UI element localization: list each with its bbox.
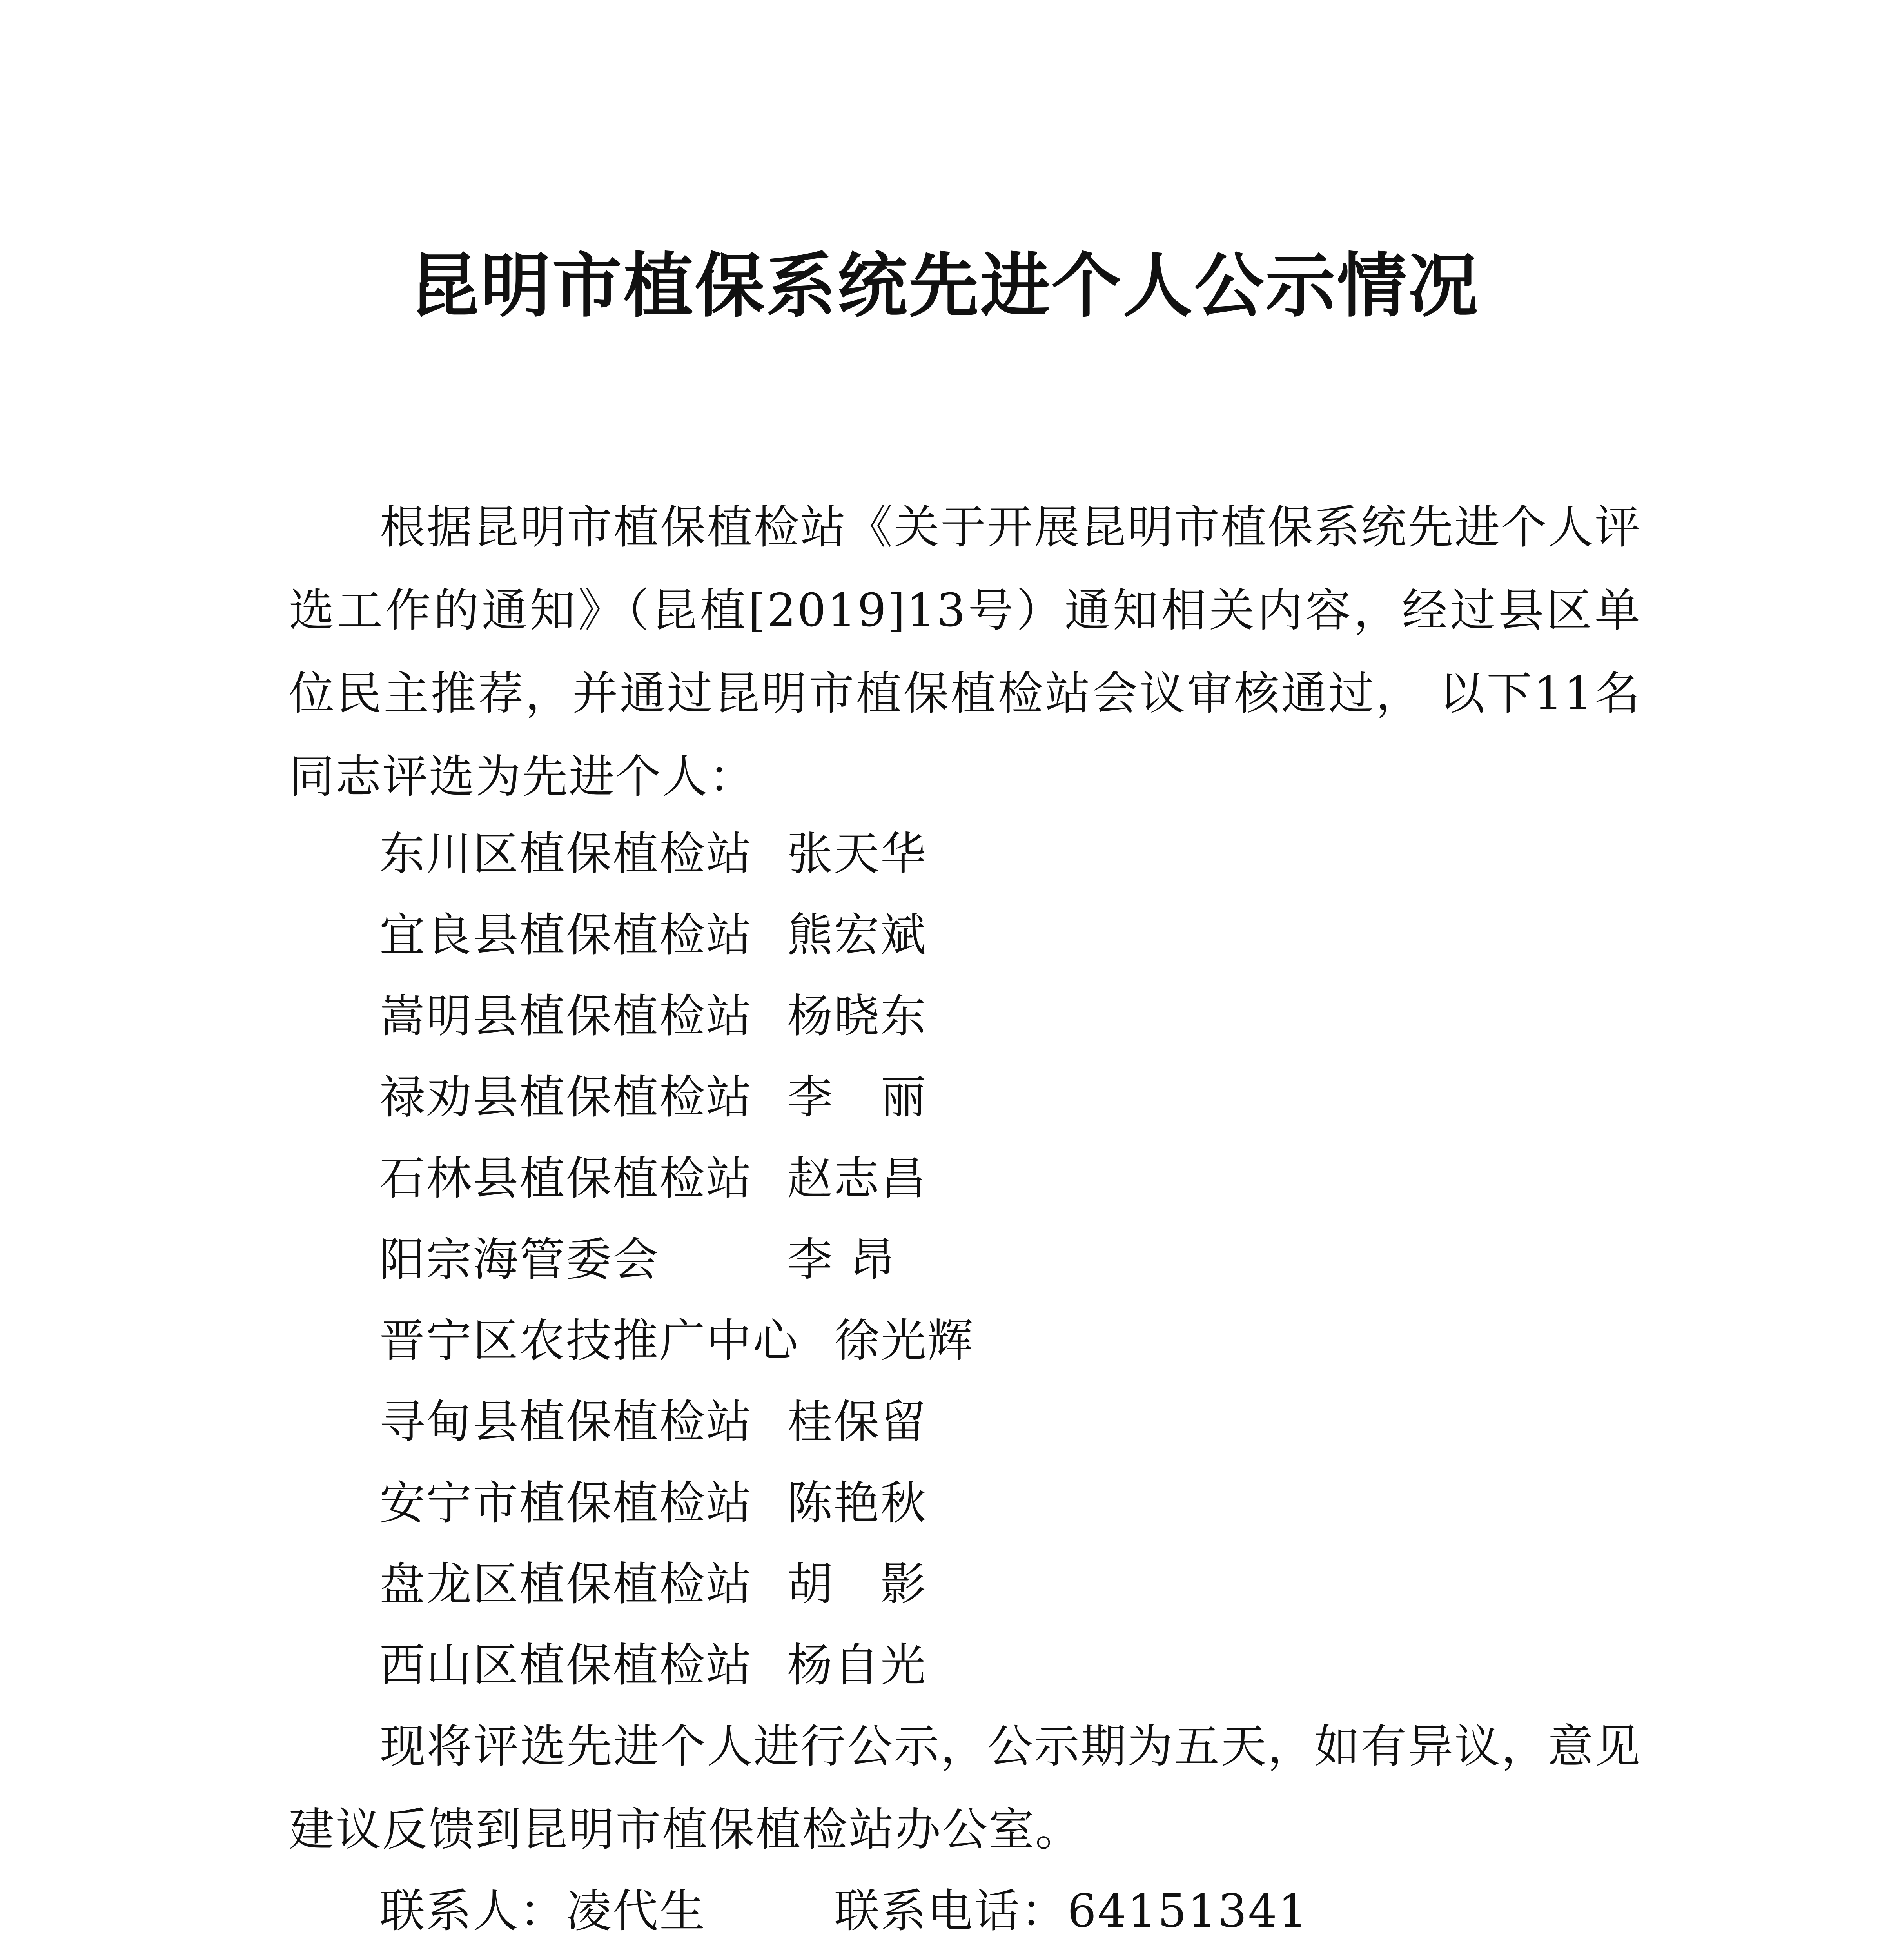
awardee-org: 嵩明县植保植检站 — [379, 990, 753, 1043]
awardee-org: 晋宁区农技推广中心 — [379, 1314, 799, 1367]
contact-person: 联系人：凌代生 — [379, 1885, 706, 1938]
awardee-org: 阳宗海管委会 — [379, 1233, 659, 1286]
contact-phone: 联系电话：64151341 — [834, 1885, 1308, 1938]
closing-paragraph: 现将评选先进个人进行公示，公示期为五天，如有异议，意见建议反馈到昆明市植保植检站办公室。 — [289, 1720, 1641, 1856]
list-item — [379, 976, 974, 1057]
list-item — [379, 1057, 974, 1138]
list-item — [379, 895, 974, 976]
intro-paragraph: 根据昆明市植保植检站《关于开展昆明市植保系统先进个人评选工作的通知》（昆植[2019]13号）通知相关内容，经过县区单位民主推荐，并通过昆明市植保植检站会议审核通过， 以下11名同志评选为先进个人： — [289, 501, 1641, 803]
intro-block — [289, 486, 1641, 818]
list-item — [379, 1544, 974, 1625]
awardee-name: 胡 影 — [787, 1558, 927, 1611]
awardee-name: 张天华 — [787, 828, 927, 880]
awardee-name: 杨晓东 — [787, 990, 927, 1043]
awardee-name: 赵志昌 — [787, 1152, 927, 1205]
awardee-name: 杨自光 — [787, 1639, 927, 1692]
contact-line — [379, 1870, 1308, 1953]
awardee-org: 安宁市植保植检站 — [379, 1477, 753, 1530]
list-item — [379, 813, 974, 895]
awardee-org: 宜良县植保植检站 — [379, 909, 753, 962]
list-item — [379, 1138, 974, 1219]
awardee-org: 禄劝县植保植检站 — [379, 1071, 753, 1124]
list-item — [379, 1463, 974, 1544]
awardee-org: 盘龙区植保植检站 — [379, 1558, 753, 1611]
awardee-name: 李 昂 — [787, 1233, 896, 1286]
awardee-org: 石林县植保植检站 — [379, 1152, 753, 1205]
awardee-name: 桂保留 — [787, 1396, 927, 1448]
awardee-name: 徐光辉 — [834, 1314, 974, 1367]
list-item — [379, 1625, 974, 1706]
awardee-org: 寻甸县植保植检站 — [379, 1396, 753, 1448]
list-item — [379, 1300, 974, 1381]
awardee-org: 东川区植保植检站 — [379, 828, 753, 880]
list-item — [379, 1381, 974, 1463]
awardee-list — [379, 813, 974, 1706]
awardee-name: 陈艳秋 — [787, 1477, 927, 1530]
awardee-name: 熊宏斌 — [787, 909, 927, 962]
list-item — [379, 1219, 974, 1300]
awardee-name: 李 丽 — [787, 1071, 927, 1124]
awardee-org: 西山区植保植检站 — [379, 1639, 753, 1692]
document-title: 昆明市植保系统先进个人公示情况 — [409, 245, 1480, 327]
closing-block — [289, 1705, 1641, 1871]
